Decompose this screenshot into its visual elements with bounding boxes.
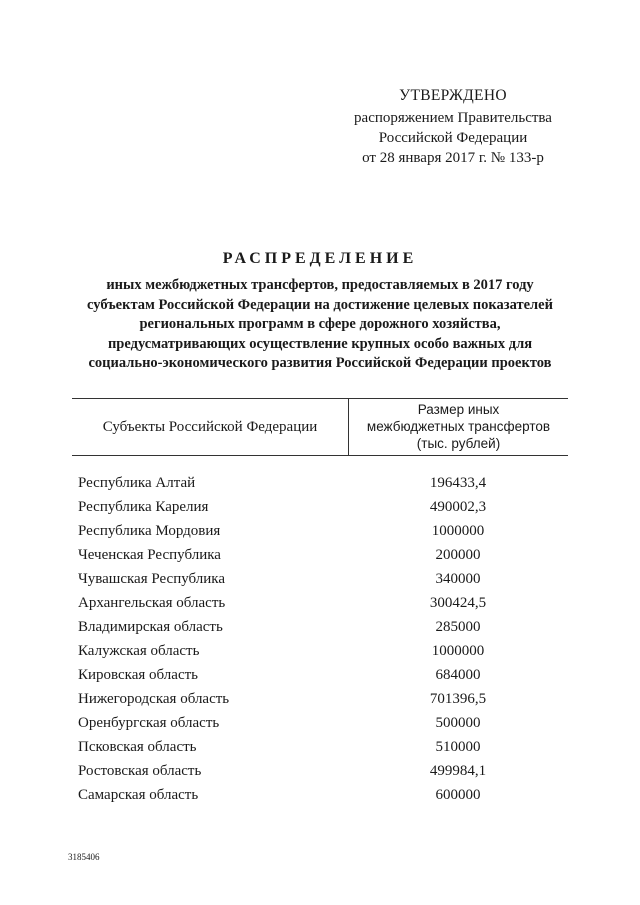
transfer-amount: 1000000 xyxy=(431,643,485,659)
subject-name: Самарская область xyxy=(78,787,199,803)
table-row xyxy=(78,471,568,495)
subtitle-line: субъектам Российской Федерации на достижение целевых показателей xyxy=(87,296,553,313)
transfer-amount: 200000 xyxy=(435,547,481,563)
subject-name: Нижегородская область xyxy=(78,691,230,707)
column-header-amount-line: Размер иных xyxy=(417,402,500,417)
table-row xyxy=(78,711,568,735)
subject-name: Республика Алтай xyxy=(78,475,196,491)
transfer-amount: 285000 xyxy=(435,619,481,635)
footer-code: 3185406 xyxy=(68,852,100,862)
transfer-amount: 196433,4 xyxy=(429,475,487,491)
transfer-amount: 600000 xyxy=(435,787,481,803)
subject-name: Псковская область xyxy=(78,739,197,755)
approval-line: Российской Федерации xyxy=(378,130,528,146)
table-row xyxy=(78,639,568,663)
transfer-amount: 701396,5 xyxy=(429,691,487,707)
transfer-amount: 510000 xyxy=(435,739,481,755)
subject-name: Оренбургская область xyxy=(78,715,220,731)
table-body xyxy=(78,471,568,807)
column-header-amount-line: (тыс. рублей) xyxy=(416,436,501,451)
transfer-amount: 490002,3 xyxy=(429,499,487,515)
column-header-subject: Субъекты Российской Федерации xyxy=(102,418,318,435)
transfer-amount: 684000 xyxy=(435,667,481,683)
table-header xyxy=(72,398,568,456)
subject-name: Чеченская Республика xyxy=(78,547,221,563)
table-row xyxy=(78,759,568,783)
subtitle-line: региональных программ в сфере дорожного хозяйства, xyxy=(139,316,501,332)
subject-name: Республика Мордовия xyxy=(78,523,221,539)
document-subtitle xyxy=(60,276,580,374)
subject-name: Архангельская область xyxy=(78,595,226,611)
transfer-amount: 340000 xyxy=(435,571,481,587)
table-row xyxy=(78,519,568,543)
table-row xyxy=(78,567,568,591)
transfer-amount: 500000 xyxy=(435,715,481,731)
approval-line: распоряжением Правительства xyxy=(354,110,552,126)
table-row xyxy=(78,663,568,687)
subject-name: Владимирская область xyxy=(78,619,223,635)
transfer-amount: 300424,5 xyxy=(429,595,487,611)
table-row xyxy=(78,591,568,615)
subject-name: Республика Карелия xyxy=(78,499,209,515)
subtitle-line: предусматривающих осуществление крупных особо важных для xyxy=(107,335,533,352)
column-header-amount-line: межбюджетных трансфертов xyxy=(366,419,551,434)
subject-name: Калужская область xyxy=(78,643,200,659)
document-title: РАСПРЕДЕЛЕНИЕ xyxy=(222,250,418,267)
transfer-amount: 1000000 xyxy=(431,523,485,539)
approval-heading: УТВЕРЖДЕНО xyxy=(399,87,507,104)
table-row xyxy=(78,543,568,567)
subject-name: Чувашская Республика xyxy=(78,571,226,587)
column-header-amount xyxy=(349,401,568,452)
transfer-amount: 499984,1 xyxy=(429,763,487,779)
table-row xyxy=(78,615,568,639)
subtitle-line: иных межбюджетных трансфертов, предоставляемых в 2017 году xyxy=(106,277,534,293)
subject-name: Ростовская область xyxy=(78,763,202,779)
subject-name: Кировская область xyxy=(78,667,199,683)
subtitle-line: социально-экономического развития Российской Федерации проектов xyxy=(88,355,552,371)
table-row xyxy=(78,687,568,711)
table-row xyxy=(78,783,568,807)
approval-line: от 28 января 2017 г. № 133-р xyxy=(362,150,544,166)
approval-block xyxy=(318,86,588,168)
table-row xyxy=(78,495,568,519)
table-row xyxy=(78,735,568,759)
